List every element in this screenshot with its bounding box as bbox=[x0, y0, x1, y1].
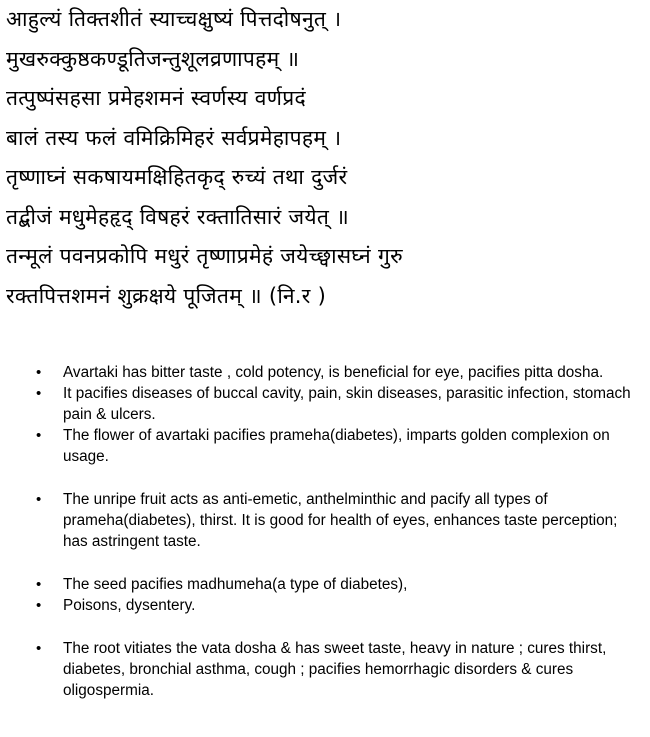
bullet-icon: • bbox=[36, 491, 42, 508]
verse-line: तत्पुष्पंसहसा प्रमेहशमनं स्वर्णस्य वर्णप्रदं bbox=[6, 86, 306, 110]
property-notes-list bbox=[0, 362, 650, 701]
verse-line: तन्मूलं पवनप्रकोपि मधुरं तृष्णाप्रमेहं जयेच्छ्वासघ्नं गुरु bbox=[6, 244, 403, 268]
bullet-icon: • bbox=[36, 427, 42, 444]
bullet-icon: • bbox=[36, 385, 42, 402]
verse-line: तद्बीजं मधुमेहहृद् विषहरं रक्तातिसारं जयेत् ॥ bbox=[6, 204, 350, 229]
note-text: The flower of avartaki pacifies prameha(diabetes), imparts golden complexion on usage. bbox=[63, 427, 610, 465]
bullet-icon: • bbox=[36, 640, 42, 657]
note-text: Avartaki has bitter taste , cold potency, is beneficial for eye, pacifies pitta dosha. bbox=[63, 364, 604, 381]
bullet-icon: • bbox=[36, 576, 42, 593]
verse-line: मुखरुक्कुष्ठकण्डूतिजन्तुशूलव्रणापहम् ॥ bbox=[6, 46, 300, 71]
note-text: Poisons, dysentery. bbox=[63, 597, 196, 614]
sanskrit-verse-block bbox=[6, 0, 646, 316]
bullet-icon: • bbox=[36, 364, 42, 381]
list-item bbox=[0, 489, 650, 552]
note-text: The root vitiates the vata dosha & has sweet taste, heavy in nature ; cures thirst, diabetes, bronchial asthma, cough ; pacifies hemorrhagic disorders & cures oligospermia. bbox=[63, 640, 607, 699]
verse-line: बालं तस्य फलं वमिक्रिमिहरं सर्वप्रमेहापहम् । bbox=[6, 125, 342, 150]
list-item bbox=[0, 574, 650, 595]
note-text: It pacifies diseases of buccal cavity, pain, skin diseases, parasitic infection, stomach pain & ulcers. bbox=[63, 385, 631, 423]
list-item bbox=[0, 638, 650, 701]
list-item bbox=[0, 383, 650, 425]
note-text: The seed pacifies madhumeha(a type of diabetes), bbox=[63, 576, 408, 593]
list-item bbox=[0, 595, 650, 616]
list-item bbox=[0, 425, 650, 467]
verse-line: आहुल्यं तिक्तशीतं स्याच्चक्षुष्यं पित्तदोषनुत् । bbox=[6, 7, 342, 31]
note-text: The unripe fruit acts as anti-emetic, anthelminthic and pacify all types of prameha(diabetes), thirst. It is good for health of eyes, enhances taste perception; has astringent taste. bbox=[63, 491, 618, 550]
verse-line: रक्तपित्तशमनं शुक्रक्षये पूजितम् ॥ (नि.र ) bbox=[6, 283, 327, 308]
list-item bbox=[0, 362, 650, 383]
bullet-icon: • bbox=[36, 597, 42, 614]
verse-line: तृष्णाघ्नं सकषायमक्षिहितकृद् रुच्यं तथा दुर्जरं bbox=[6, 165, 348, 189]
